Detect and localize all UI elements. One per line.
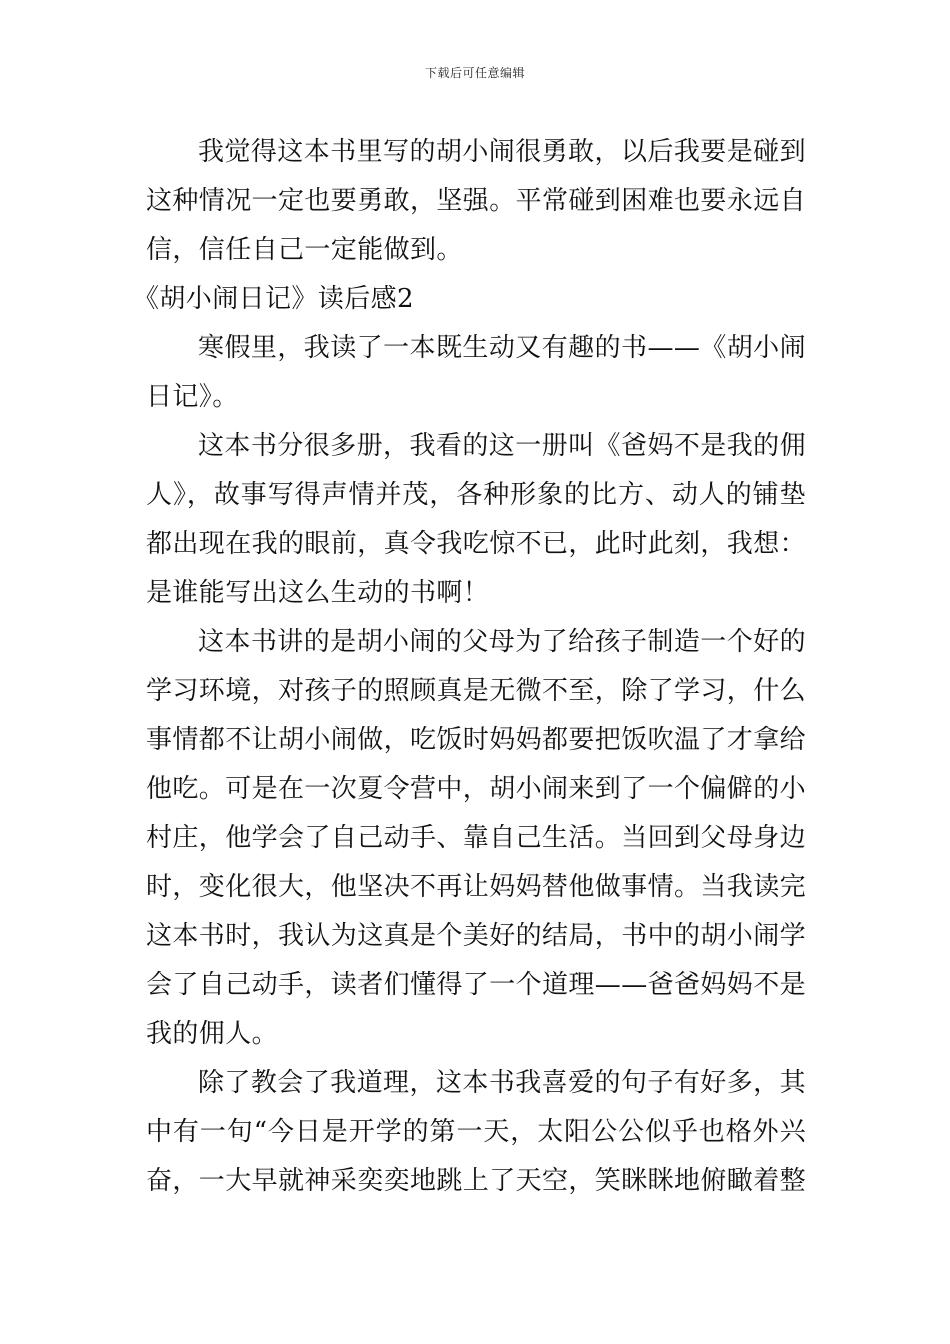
section-heading: 《胡小闹日记》读后感2 [133,284,414,314]
paragraph-5: 除了教会了我道理，这本书我喜爱的句子有好多，其中有一句“今日是开学的第一天，太阳公公似乎也格外兴奋，一大早就神采奕奕地跳上了天空，笑眯眯地俯瞰着整 [146,1068,807,1196]
paragraph-4: 这本书讲的是胡小闹的父母为了给孩子制造一个好的学习环境，对孩子的照顾真是无微不至，除了学习，什么事情都不让胡小闹做，吃饭时妈妈都要把饭吹温了才拿给他吃。可是在一次夏令营中，胡小闹来到了一个偏僻的小村庄，他学会了自己动手、靠自己生活。当回到父母身边时，变化很大，他坚决不再让妈妈替他做事情。当我读完这本书时，我认为这真是个美好的结局，书中的胡小闹学会了自己动手，读者们懂得了一个道理——爸爸妈妈不是我的佣人。 [146,627,807,1049]
document-body [133,128,807,1206]
page-header: 下载后可任意编辑 [424,66,525,80]
paragraph-1: 我觉得这本书里写的胡小闹很勇敢，以后我要是碰到这种情况一定也要勇敢，坚强。平常碰到困难也要永远自信，信任自己一定能做到。 [146,137,807,265]
paragraph-3: 这本书分很多册，我看的这一册叫《爸妈不是我的佣人》，故事写得声情并茂，各种形象的比方、动人的铺垫都出现在我的眼前，真令我吃惊不已，此时此刻，我想：是谁能写出这么生动的书啊！ [146,431,807,608]
paragraph-2: 寒假里，我读了一本既生动又有趣的书——《胡小闹日记》。 [146,333,806,412]
